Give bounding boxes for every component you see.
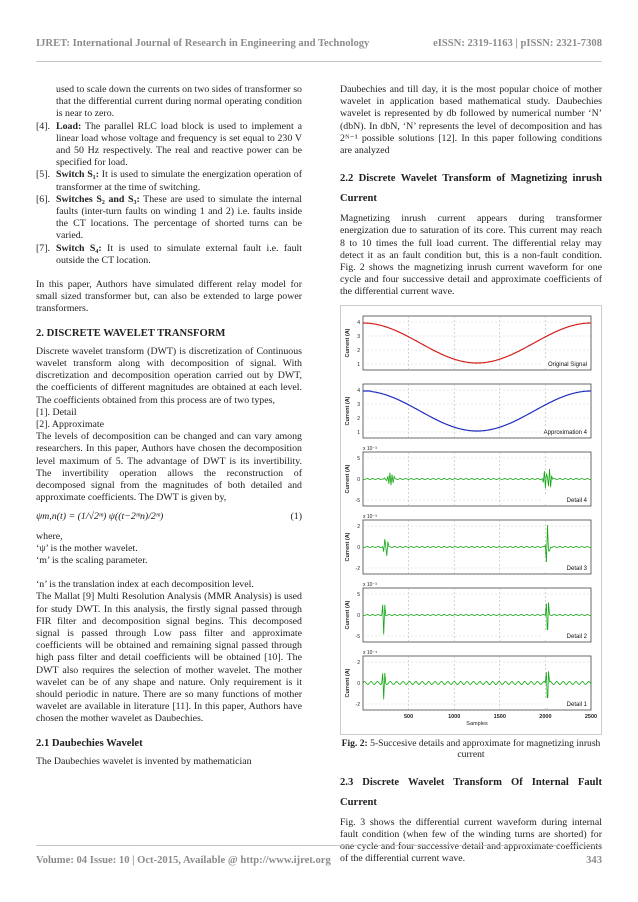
paragraph: Daubechies and till day, it is the most popular choice of mother wavelet in application based mathematical study. Daubechies wavelet is represented by db followed by numerical number ‘N’ (dbN). In dbN, ‘N’ represents the level of decomposition and has 2ᴺ⁻¹ possible solutions [12]. In this paper following conditions are analyzed (340, 84, 602, 157)
y-axis-label: Current (A) (345, 668, 351, 698)
item-term: Load: (56, 120, 82, 132)
figure-label: Fig. 2: (341, 737, 368, 749)
figure-caption (340, 738, 602, 761)
y-tick-label: 5 (357, 591, 360, 598)
paragraph: The levels of decomposition can be changed and can vary among researchers. In this paper, Authors have chosen the decomposition level maximum of 5. The advantage of DWT is its invertibility. The invertibility operation allows the reconstruction of decomposed signal from the magnitudes of both detailed and approximate coefficients. The DWT is given by, (36, 431, 302, 504)
where-m: ‘m’ is the scaling parameter. (36, 554, 148, 566)
section-heading-2-1: 2.1 Daubechies Wavelet (36, 737, 143, 749)
figure-2 (340, 305, 602, 735)
item-number: [5]. (36, 169, 50, 181)
item-term: Switch S₄: (56, 242, 102, 254)
header-rule (36, 61, 602, 62)
y-tick-label: 2 (357, 659, 360, 666)
detail-line (363, 469, 591, 488)
equation-1 (36, 505, 302, 531)
y-tick-label: 1 (357, 361, 360, 368)
equation-body: ψm,n(t) = (1/√2ᵐ) ψ((t−2ᵐn)/2ᵐ) (36, 511, 164, 523)
x-tick-label: 1500 (493, 713, 506, 720)
x-tick-label: 2000 (539, 713, 552, 720)
figure-caption-text: 5-Succesive details and approximate for magnetizing inrush current (367, 737, 601, 761)
y-tick-label: 0 (357, 476, 360, 483)
y-tick-label: 0 (357, 544, 360, 551)
journal-name: IJRET: International Journal of Research in Engineering and Technology (36, 38, 370, 49)
y-axis-label: Current (A) (345, 328, 351, 358)
item-number: [4]. (36, 120, 50, 132)
approximation-line (363, 391, 591, 431)
list-item-4 (36, 121, 302, 170)
detail-line (363, 525, 591, 562)
item-text: It is used to simulate external fault i.e. fault outside the CT location. (56, 242, 302, 266)
item-number: [7]. (36, 242, 50, 254)
y-tick-label: -2 (355, 701, 360, 708)
paragraph: In this paper, Authors have simulated different relay model for small sized transformer but, can also be extended to large power transformers. (36, 279, 302, 315)
list-item-5 (36, 169, 302, 193)
original-signal-line (363, 323, 591, 363)
y-axis-label: Current (A) (345, 464, 351, 494)
section-heading-2: 2. DISCRETE WAVELET TRANSFORM (36, 327, 226, 339)
paragraph: Discrete wavelet transform (DWT) is discretization of Continuous wavelet transform along with decomposition of signal. With discretization and decomposition operation carried out by DWT, the coefficients of different magnitudes are obtained at each level. The coefficients obtained from this process are of two types, (36, 345, 302, 406)
scale-label: x 10⁻³ (363, 513, 377, 520)
scale-label: x 10⁻³ (363, 581, 377, 588)
panel-label: Detail 2 (566, 633, 587, 640)
list-item-6 (36, 194, 302, 243)
y-tick-label: -2 (355, 565, 360, 572)
paragraph: The Mallat [9] Multi Resolution Analysis (MMR Analysis) is used for study DWT. In this analysis, the firstly signal passed through FIR filter and decomposition signal begins. This decomposed signal is passed through Low pass filter and approximate coefficients will be obtained and remaining signal passed through high pass filter and detail coefficients will be obtained [10]. The DWT also requires the selection of mother wavelet. The mother wavelet can be of any shape and nature. Only requirement is it should periodic in nature. There are so many functions of mother wavelet are available in literature [11]. In this paper, Authors have chosen the mother wavelet as Daubechies. (36, 591, 302, 725)
item-text: These are used to simulate the internal faults (inter-turn faults on winding 1 and 2) i.e. faults inside the CT locations. The percentage of shorted turns can be varied. (56, 193, 302, 242)
y-tick-label: -5 (355, 633, 360, 640)
panel-label: Detail 4 (566, 497, 587, 504)
x-tick-label: 1000 (448, 713, 461, 720)
y-tick-label: 4 (357, 387, 360, 394)
paragraph: The Daubechies wavelet is invented by mathematician (36, 755, 252, 767)
y-tick-label: 2 (357, 415, 360, 422)
x-tick-label: 2500 (584, 713, 598, 720)
x-axis-label: Samples (466, 720, 488, 727)
item-text: It is used to simulate the energization operation of transformer at the time of switching. (56, 169, 302, 193)
where-n: ‘n’ is the translation index at each decomposition level. (36, 579, 254, 591)
page-header (36, 38, 602, 49)
footer-rule (36, 845, 602, 846)
y-tick-label: 1 (357, 429, 360, 436)
y-tick-label: 0 (357, 680, 360, 687)
left-column (36, 84, 302, 768)
list-entry-approximate: [2]. Approximate (36, 419, 105, 431)
item-term: Switches S₂ and S₃: (56, 193, 140, 205)
scale-label: x 10⁻⁴ (363, 649, 378, 656)
list-entry-detail: [1]. Detail (36, 406, 77, 418)
y-tick-label: 2 (357, 523, 360, 530)
item-number: [6]. (36, 193, 50, 205)
scale-label: x 10⁻³ (363, 445, 377, 452)
list-item-7 (36, 243, 302, 267)
y-tick-label: 2 (357, 347, 360, 354)
item-term: Switch S₁: (56, 169, 100, 181)
page-number: 343 (586, 855, 602, 866)
section-heading-2-3: 2.3 Discrete Wavelet Transform Of Internal Fault Current (340, 776, 602, 808)
y-tick-label: -5 (355, 497, 360, 504)
figure-2-plot (341, 306, 601, 734)
issn: eISSN: 2319-1163 | pISSN: 2321-7308 (433, 38, 602, 49)
panel-label: Detail 1 (566, 701, 587, 708)
where-label: where, (36, 530, 63, 542)
y-axis-label: Current (A) (345, 532, 351, 562)
y-tick-label: 5 (357, 455, 360, 462)
paragraph: Fig. 3 shows the differential current waveform during internal fault condition (when few of the winding turns are shorted) for one cycle and four successive detail and approximate coefficients of the differential current wave. (340, 816, 602, 865)
y-tick-label: 3 (357, 333, 360, 340)
y-axis-label: Current (A) (345, 396, 351, 426)
item-text: The parallel RLC load block is used to implement a linear load whose voltage and frequency is set equal to 230 V and 50 Hz respectively. The real and reactive power can be specified for load. (56, 120, 302, 169)
panel-label: Approximation 4 (543, 429, 587, 436)
y-axis-label: Current (A) (345, 600, 351, 630)
where-psi: ‘ψ’ is the mother wavelet. (36, 542, 138, 554)
panel-label: Original Signal (547, 361, 587, 368)
y-tick-label: 3 (357, 401, 360, 408)
right-column (340, 84, 602, 865)
volume-info: Volume: 04 Issue: 10 | Oct-2015, Available @ http://www.ijret.org (36, 855, 331, 866)
panel-label: Detail 3 (566, 565, 587, 572)
y-tick-label: 4 (357, 319, 360, 326)
item3-continuation: used to scale down the currents on two sides of transformer so that the differential current during normal operating condition is near to zero. (56, 84, 302, 120)
equation-number: (1) (290, 511, 302, 523)
paragraph: Magnetizing inrush current appears during transformer energization due to saturation of its core. This current may reach 8 to 10 times the full load current. The differential relay may detect it as an fault condition but, this is a non-fault condition. Fig. 2 shows the magnetizing inrush current waveform for one cycle and four successive detail and approximate coefficients of the differential current wave. (340, 213, 602, 298)
x-tick-label: 500 (404, 713, 414, 720)
page-footer (36, 855, 602, 866)
section-heading-2-2: 2.2 Discrete Wavelet Transform of Magnetizing inrush Current (340, 173, 602, 205)
y-tick-label: 0 (357, 612, 360, 619)
